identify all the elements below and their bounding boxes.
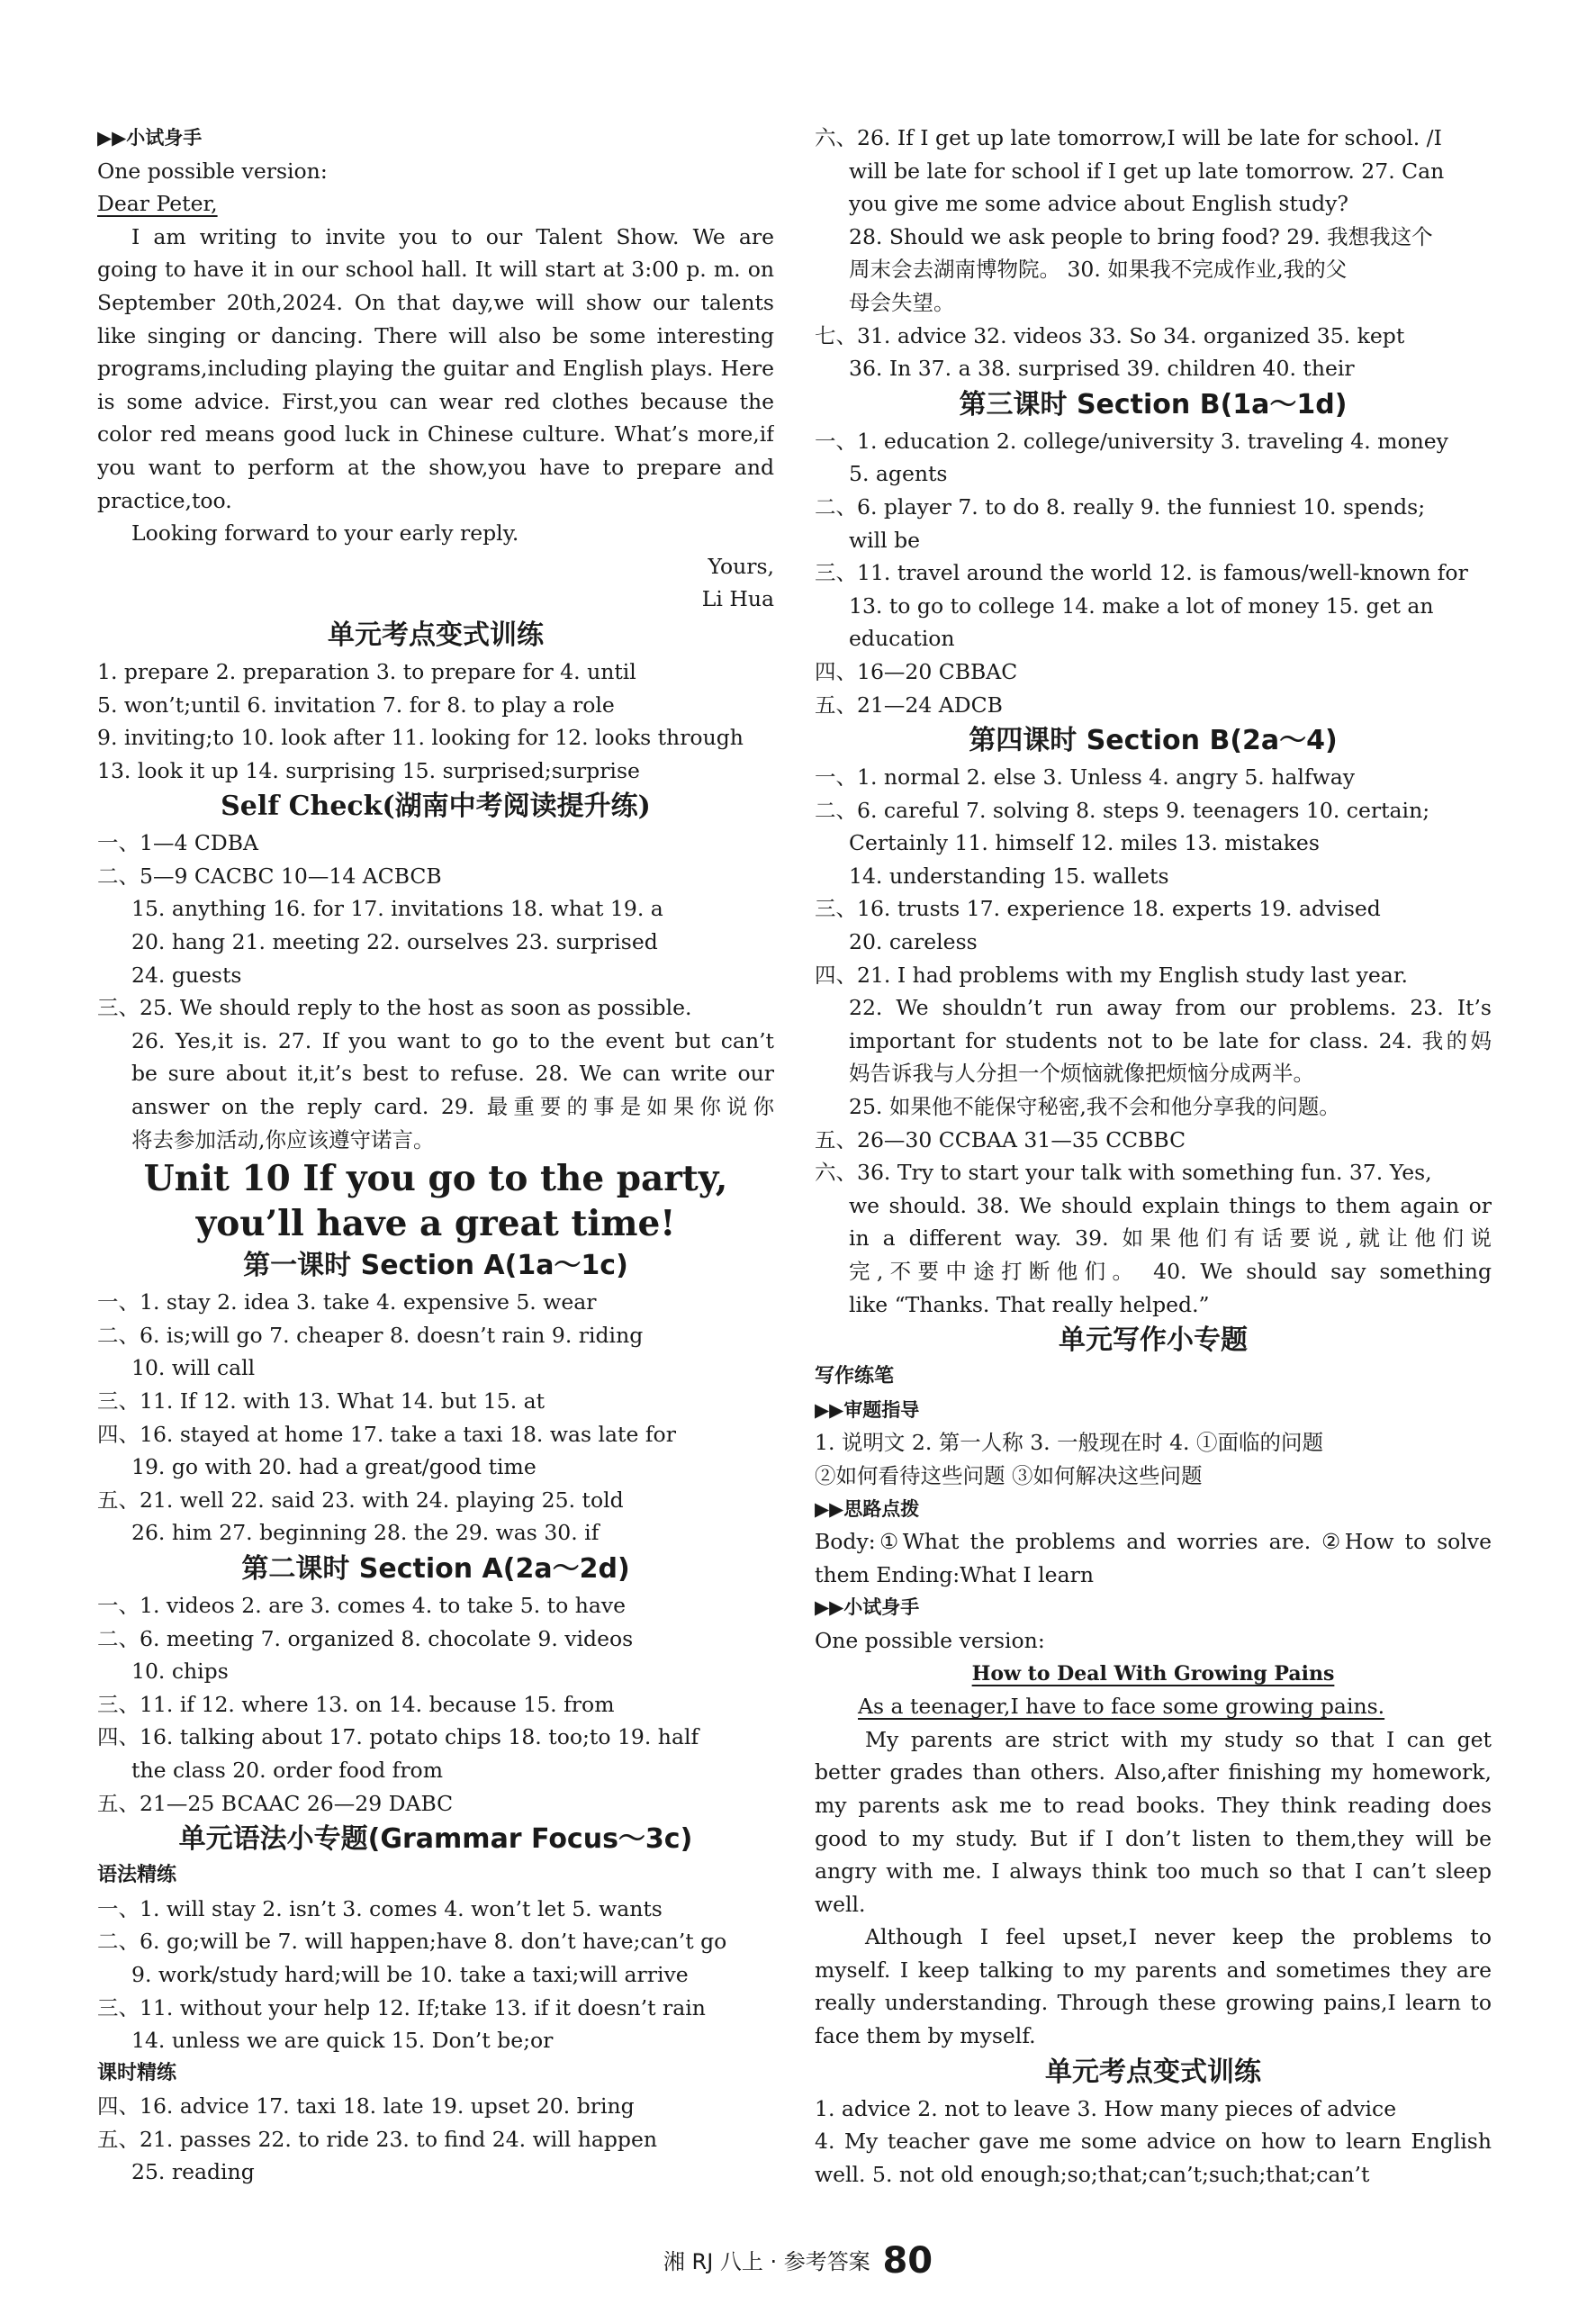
section-heading: Unit 10 If you go to the party, bbox=[143, 1158, 728, 1200]
text-line: 一、1—4 CDBA bbox=[97, 830, 258, 856]
text-line: One possible version: bbox=[97, 158, 328, 184]
text-line: 19. go with 20. had a great/good time bbox=[131, 1454, 537, 1480]
text-line: 10. chips bbox=[131, 1659, 229, 1685]
text-line: color red means good luck in Chinese culture. What’s more,if bbox=[97, 421, 774, 447]
section-heading: 单元语法小专题(Grammar Focus～3c) bbox=[178, 1823, 693, 1856]
text-line: 26. Yes,it is. 27. If you want to go to the event but can’t bbox=[131, 1027, 774, 1053]
text-line: we should. 38. We should explain things to them again or bbox=[849, 1192, 1492, 1218]
text-line: well. 5. not old enough;so;that;can’t;such;that;can’t bbox=[815, 2161, 1370, 2187]
section-heading: 第三课时 Section B(1a～1d) bbox=[959, 388, 1348, 420]
text-line: 五、26—30 CCBAA 31—35 CCBBC bbox=[815, 1126, 1186, 1152]
text-line: 写作练笔 bbox=[815, 1365, 895, 1388]
text-line: 三、11. without your help 12. If;take 13. if it doesn’t rain bbox=[97, 1994, 706, 2020]
text-line: important for students not to be late for class. 24. 我的妈 bbox=[849, 1027, 1492, 1053]
text-line: 36. In 37. a 38. surprised 39. children 40. their bbox=[849, 356, 1355, 382]
text-line: 14. understanding 15. wallets bbox=[849, 863, 1169, 889]
text-line: ▶▶思路点拨 bbox=[815, 1497, 920, 1520]
text-line: 1. prepare 2. preparation 3. to prepare for 4. until bbox=[97, 658, 636, 684]
text-line: 13. to go to college 14. make a lot of money 15. get an bbox=[849, 592, 1434, 619]
text-line: 5. agents bbox=[849, 461, 948, 487]
text-line: 20. careless bbox=[849, 929, 978, 955]
text-line: Body:①What the problems and worries are. ②How to solve bbox=[815, 1529, 1492, 1555]
text-line: ②如何看待这些问题 ③如何解决这些问题 bbox=[815, 1462, 1203, 1488]
text-line: myself. I keep talking to my parents and sometimes they are bbox=[815, 1957, 1492, 1983]
text-line: 13. look it up 14. surprising 15. surprised;surprise bbox=[97, 757, 640, 783]
text-line: 三、25. We should reply to the host as soon as possible. bbox=[97, 995, 692, 1021]
text-line: ▶▶审题指导 bbox=[815, 1398, 920, 1421]
text-line: 二、6. player 7. to do 8. really 9. the funniest 10. spends; bbox=[815, 493, 1426, 520]
text-line: 四、16. talking about 17. potato chips 18. too;to 19. half bbox=[97, 1724, 699, 1750]
text-line: 完,不要中途打断他们。 40. We should say something bbox=[849, 1259, 1492, 1284]
text-line: As a teenager,I have to face some growing pains. bbox=[858, 1694, 1385, 1720]
page-footer bbox=[0, 2240, 1596, 2282]
text-line: 将去参加活动,你应该遵守诺言。 bbox=[131, 1126, 435, 1152]
text-line: 三、11. if 12. where 13. on 14. because 15. from bbox=[97, 1691, 615, 1717]
right-column bbox=[815, 122, 1492, 2191]
text-line: 一、1. stay 2. idea 3. take 4. expensive 5. wear bbox=[97, 1289, 597, 1315]
text-line: ▶▶小试身手 bbox=[97, 127, 203, 149]
text-line: face them by myself. bbox=[815, 2023, 1036, 2049]
text-line: I am writing to invite you to our Talent Show. We are bbox=[131, 223, 774, 249]
text-line: 28. Should we ask people to bring food? 29. 我想我这个 bbox=[849, 223, 1433, 249]
text-line: 妈告诉我与人分担一个烦恼就像把烦恼分成两半。 bbox=[849, 1061, 1314, 1087]
text-line: 14. unless we are quick 15. Don’t be;or bbox=[131, 2028, 554, 2054]
text-line: 9. inviting;to 10. look after 11. looking for 12. looks through bbox=[97, 725, 744, 751]
section-heading: Self Check(湖南中考阅读提升练) bbox=[221, 791, 651, 823]
text-line: 20. hang 21. meeting 22. ourselves 23. surprised bbox=[131, 929, 658, 955]
text-line: really understanding. Through these growing pains,I learn to bbox=[815, 1990, 1492, 2016]
text-line: my parents ask me to read books. They think reading does bbox=[815, 1792, 1492, 1818]
page-number: 80 bbox=[882, 2240, 933, 2282]
text-line: 二、6. careful 7. solving 8. steps 9. teenagers 10. certain; bbox=[815, 797, 1430, 823]
text-line: 1. advice 2. not to leave 3. How many pieces of advice bbox=[815, 2095, 1397, 2121]
section-heading: 第一课时 Section A(1a～1c) bbox=[243, 1250, 628, 1282]
text-line: 四、16. advice 17. taxi 18. late 19. upset 20. bring bbox=[97, 2093, 635, 2120]
text-line: be sure about it,it’s best to refuse. 28. We can write our bbox=[131, 1061, 774, 1087]
text-line: good to my study. But if I don’t listen to them,they will be bbox=[815, 1825, 1492, 1851]
text-line: 四、16. stayed at home 17. take a taxi 18. was late for bbox=[97, 1421, 676, 1447]
text-line: 四、16—20 CBBAC bbox=[815, 658, 1018, 684]
text-line: them Ending:What I learn bbox=[815, 1561, 1094, 1587]
footer-label: 湘 RJ 八上 · 参考答案 bbox=[663, 2249, 870, 2274]
text-line: 24. guests bbox=[131, 962, 242, 988]
text-line: 26. him 27. beginning 28. the 29. was 30. if bbox=[131, 1520, 600, 1546]
text-line: 一、1. videos 2. are 3. comes 4. to take 5. to have bbox=[97, 1592, 627, 1618]
text-line: One possible version: bbox=[815, 1627, 1045, 1653]
text-line: 五、21—24 ADCB bbox=[815, 691, 1003, 718]
text-line: 9. work/study hard;will be 10. take a taxi;will arrive bbox=[131, 1961, 689, 1987]
text-line: 一、1. will stay 2. isn’t 3. comes 4. won’t let 5. wants bbox=[97, 1895, 663, 1921]
text-line: 25. 如果他不能保守秘密,我不会和他分享我的问题。 bbox=[849, 1094, 1340, 1120]
text-line: Dear Peter, bbox=[97, 191, 218, 217]
text-line: well. bbox=[815, 1891, 866, 1917]
section-heading: 单元考点变式训练 bbox=[328, 619, 544, 651]
text-line: 母会失望。 bbox=[849, 289, 955, 315]
text-line: 五、21—25 BCAAC 26—29 DABC bbox=[97, 1790, 454, 1816]
text-line: 七、31. advice 32. videos 33. So 34. organized 35. kept bbox=[815, 322, 1405, 348]
text-line: 二、5—9 CACBC 10—14 ACBCB bbox=[97, 863, 442, 889]
text-line: is some advice. First,you can wear red clothes because the bbox=[97, 388, 774, 414]
text-line: 二、6. go;will be 7. will happen;have 8. don’t have;can’t go bbox=[97, 1929, 727, 1955]
text-line: you give me some advice about English study? bbox=[849, 191, 1348, 217]
text-line: 五、21. well 22. said 23. with 24. playing 25. told bbox=[97, 1487, 624, 1513]
text-line: 五、21. passes 22. to ride 23. to find 24. will happen bbox=[97, 2126, 658, 2152]
text-line: 1. 说明文 2. 第一人称 3. 一般现在时 4. ①面临的问题 bbox=[815, 1430, 1323, 1456]
text-line: 15. anything 16. for 17. invitations 18. what 19. a bbox=[131, 896, 663, 922]
text-line: 二、6. meeting 7. organized 8. chocolate 9. videos bbox=[97, 1625, 634, 1651]
text-line: 四、21. I had problems with my English study last year. bbox=[815, 962, 1408, 988]
text-line: 10. will call bbox=[131, 1355, 256, 1381]
text-line: 六、26. If I get up late tomorrow,I will be late for school. /I bbox=[815, 125, 1442, 150]
section-heading: 单元写作小专题 bbox=[1059, 1324, 1248, 1357]
text-line: 三、11. If 12. with 13. What 14. but 15. at bbox=[97, 1388, 546, 1414]
text-line: 语法精练 bbox=[97, 1864, 177, 1887]
text-line: Yours, bbox=[708, 553, 774, 579]
text-line: you want to perform at the show,you have to prepare and bbox=[97, 454, 774, 480]
text-line: How to Deal With Growing Pains bbox=[971, 1661, 1335, 1686]
text-line: education bbox=[849, 626, 955, 652]
section-heading: you’ll have a great time! bbox=[195, 1203, 676, 1245]
text-line: practice,too. bbox=[97, 487, 232, 513]
text-line: like singing or dancing. There will also be some interesting bbox=[97, 322, 774, 348]
text-line: 22. We shouldn’t run away from our problems. 23. It’s bbox=[849, 995, 1492, 1021]
text-line: will be bbox=[849, 527, 921, 553]
section-heading: 第四课时 Section B(2a～4) bbox=[969, 725, 1338, 757]
text-line: 一、1. normal 2. else 3. Unless 4. angry 5. halfway bbox=[815, 764, 1355, 791]
text-line: going to have it in our school hall. It will start at 3:00 p. m. on bbox=[97, 257, 774, 283]
text-line: 三、11. travel around the world 12. is famous/well-known for bbox=[815, 560, 1468, 586]
text-line: Certainly 11. himself 12. miles 13. mistakes bbox=[849, 830, 1320, 856]
text-line: Although I feel upset,I never keep the problems to bbox=[865, 1924, 1492, 1950]
text-line: My parents are strict with my study so that I can get bbox=[865, 1726, 1492, 1752]
text-line: 二、6. is;will go 7. cheaper 8. doesn’t rain 9. riding bbox=[97, 1322, 644, 1348]
text-line: Looking forward to your early reply. bbox=[131, 520, 519, 547]
text-line: programs,including playing the guitar and English plays. Here bbox=[97, 356, 774, 382]
text-line: like “Thanks. That really helped.” bbox=[849, 1291, 1210, 1317]
section-heading: 单元考点变式训练 bbox=[1045, 2056, 1261, 2088]
left-column bbox=[97, 122, 774, 2189]
text-line: 5. won’t;until 6. invitation 7. for 8. to play a role bbox=[97, 691, 615, 718]
text-line: the class 20. order food from bbox=[131, 1757, 443, 1783]
text-line: 25. reading bbox=[131, 2159, 255, 2185]
text-line: will be late for school if I get up late tomorrow. 27. Can bbox=[849, 158, 1445, 184]
text-line: ▶▶小试身手 bbox=[815, 1596, 920, 1619]
text-line: angry with me. I always think too much so that I can’t sleep bbox=[815, 1858, 1492, 1885]
text-line: 一、1. education 2. college/university 3. traveling 4. money bbox=[815, 428, 1448, 454]
text-line: 周末会去湖南博物院。 30. 如果我不完成作业,我的父 bbox=[849, 257, 1348, 283]
text-line: better grades than others. Also,after finishing my homework, bbox=[815, 1759, 1492, 1785]
text-line: 三、16. trusts 17. experience 18. experts 19. advised bbox=[815, 896, 1381, 922]
text-line: September 20th,2024. On that day,we will show our talents bbox=[97, 289, 774, 315]
text-line: in a different way. 39. 如果他们有话要说,就让他们说 bbox=[849, 1225, 1492, 1252]
text-line: 课时精练 bbox=[97, 2061, 177, 2084]
section-heading: 第二课时 Section A(2a～2d) bbox=[241, 1552, 630, 1585]
text-line: Li Hua bbox=[701, 586, 774, 612]
text-line: answer on the reply card. 29. 最重要的事是如果你说你 bbox=[131, 1094, 774, 1120]
text-line: 六、36. Try to start your talk with something fun. 37. Yes, bbox=[815, 1160, 1432, 1186]
text-line: 4. My teacher gave me some advice on how to learn English bbox=[815, 2129, 1492, 2155]
